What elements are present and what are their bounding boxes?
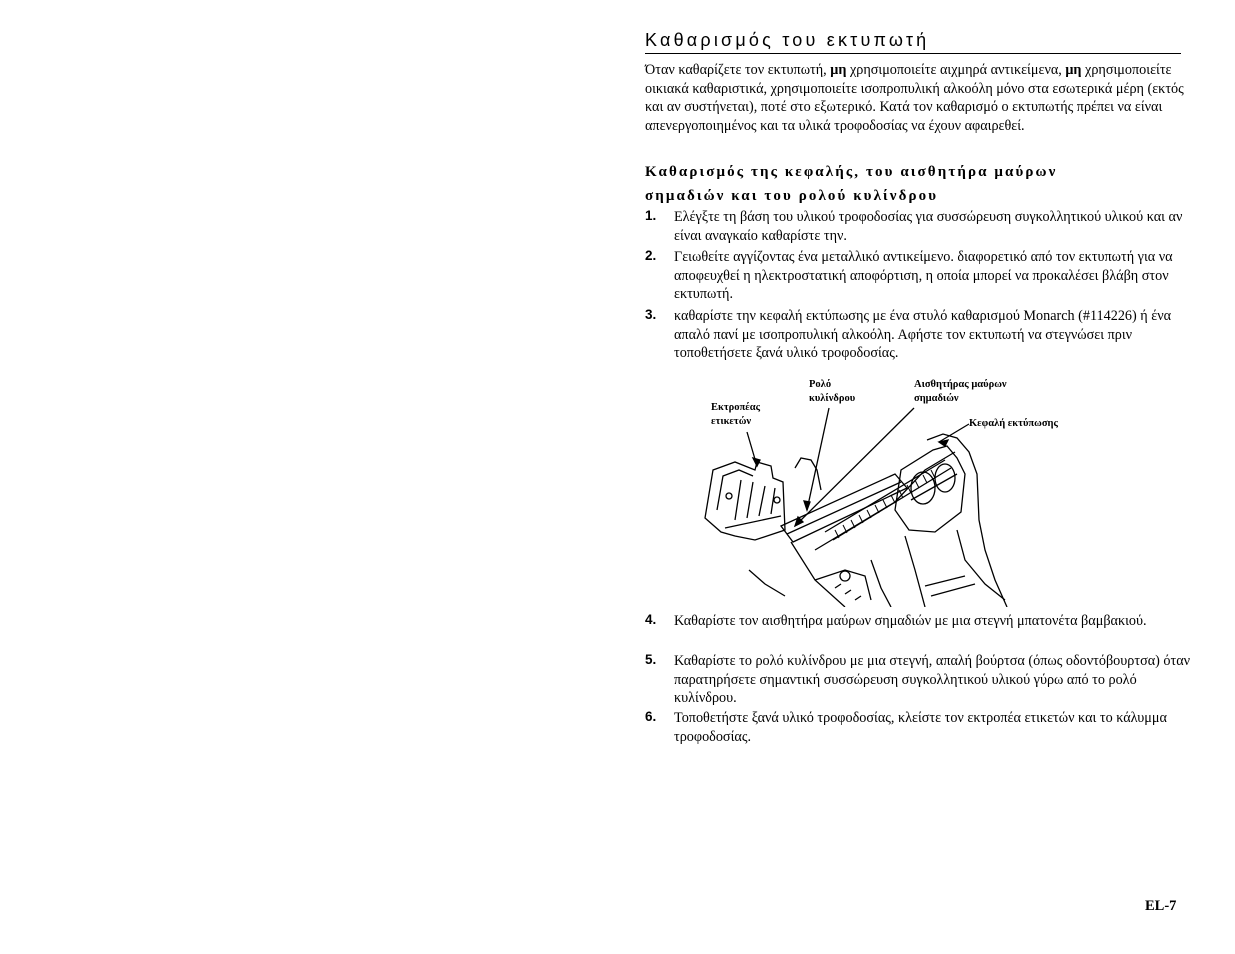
label-printhead: Κεφαλή εκτύπωσης	[969, 418, 1058, 429]
page-number: EL-7	[1145, 898, 1177, 914]
step-text: Καθαρίστε τον αισθητήρα μαύρων σημαδιών με μια στεγνή μπατονέτα βαμβακιού.	[674, 613, 1147, 629]
emphasis-not-2: μη	[1065, 62, 1082, 78]
leader-sensor	[795, 408, 914, 526]
section-heading: Καθαρισμός του εκτυπωτή	[645, 30, 1181, 54]
label-platen-roller: Ρολό κυλίνδρου	[809, 379, 856, 404]
label-deflector: Εκτροπέας ετικετών	[711, 402, 761, 427]
emphasis-not-1: μη	[830, 62, 847, 78]
step-text: Γειωθείτε αγγίζοντας ένα μεταλλικό αντικείμενο. διαφορετικό από τον εκτυπωτή για να αποφευχθεί η ηλεκτροστατική αποφόρτιση, η οποία μπορεί να προκαλέσει βλάβη στον εκτυπωτή.	[674, 249, 1173, 302]
printer-illustration	[695, 370, 1085, 607]
step-number: 6.	[645, 709, 657, 724]
step-text: καθαρίστε την κεφαλή εκτύπωσης με ένα στυλό καθαρισμού Monarch (#114226) ή ένα απαλό πανί με ισοπροπυλική αλκοόλη. Αφήστε τον εκτυπωτή να στεγνώσει πριν τοποθετήσετε ξανά υλικό τροφοδοσίας.	[674, 308, 1172, 361]
step-number: 1.	[645, 208, 657, 223]
step-text: Καθαρίστε το ρολό κυλίνδρου με μια στεγνή, απαλή βούρτσα (όπως οδοντόβουρτσα) όταν παρατηρήσετε σημαντική συσσώρευση συγκολλητικού υλικού γύρω από το ρολό κυλίνδρου.	[674, 653, 1191, 706]
subsection-heading: Καθαρισμός της κεφαλής, του αισθητήρα μαύρων σημαδιών και του ρολού κυλίνδρου	[645, 164, 1058, 204]
step-number: 3.	[645, 307, 657, 322]
step-text: Ελέγξτε τη βάση του υλικού τροφοδοσίας για συσσώρευση συγκολλητικού υλικού και αν είναι αναγκαίο καθαρίστε την.	[674, 209, 1183, 244]
intro-paragraph: Όταν καθαρίζετε τον εκτυπωτή, μη χρησιμοποιείτε αιχμηρά αντικείμενα, μη χρησιμοποιείτε οικιακά καθαριστικά, χρησιμοποιείτε ισοπροπυλική αλκοόλη μόνο στα εσωτερικά μέρη (εκτός και αν συστήνεται), ποτέ στο εξωτερικό. Κατά τον καθαρισμό ο εκτυπωτής πρέπει να είναι απενεργοποιημένος και τα υλικά τροφοδοσίας να έχουν αφαιρεθεί.	[645, 62, 1184, 134]
step-text: Τοποθετήστε ξανά υλικό τροφοδοσίας, κλείστε τον εκτροπέα ετικετών και το κάλυμμα τροφοδοσίας.	[674, 710, 1167, 745]
step-number: 5.	[645, 652, 657, 667]
label-black-mark-sensor: Αισθητήρας μαύρων σημαδιών	[914, 379, 1007, 404]
printer-drawing	[695, 370, 1085, 607]
step-number: 4.	[645, 612, 657, 627]
leader-printhead	[939, 424, 969, 442]
step-number: 2.	[645, 248, 657, 263]
